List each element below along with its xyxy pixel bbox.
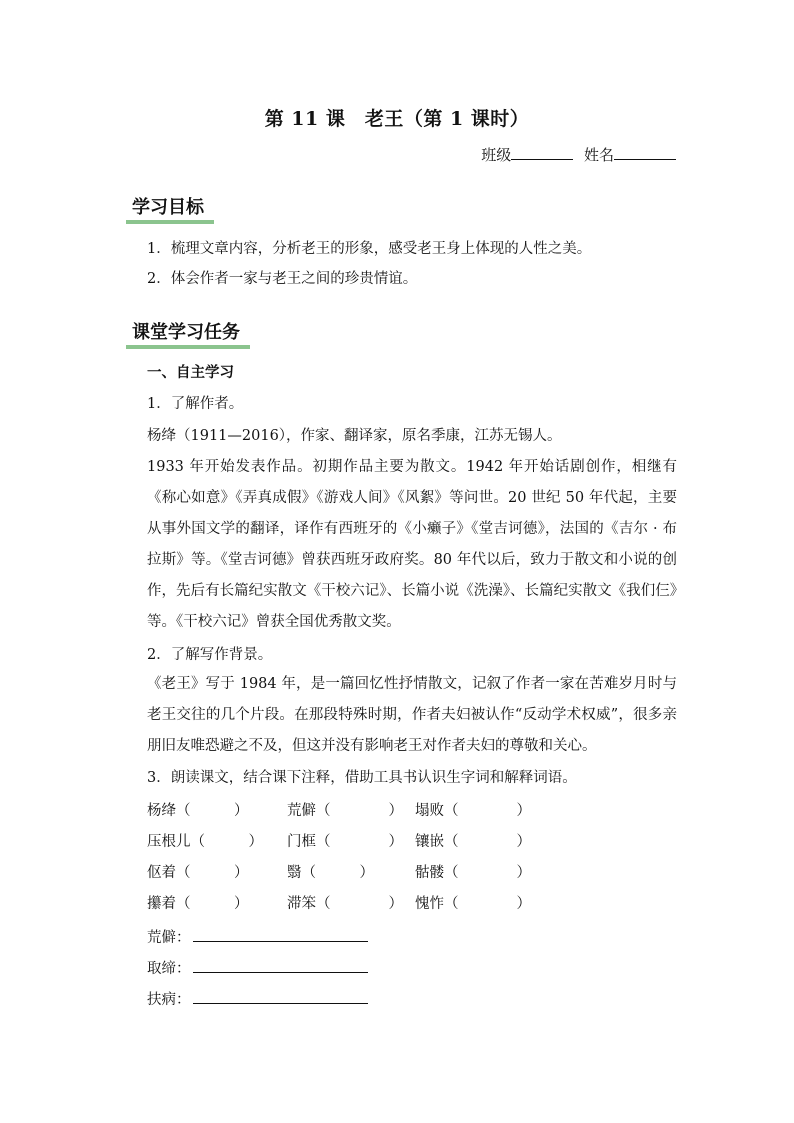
class-name-line xyxy=(481,144,676,165)
vocab-grid xyxy=(147,794,531,918)
objective-item: 1．梳理文章内容，分析老王的形象，感受老王身上体现的人性之美。 xyxy=(147,241,592,257)
gloss-label: 取缔： xyxy=(147,961,191,977)
vocab-item[interactable]: 压根儿（ ） xyxy=(147,834,263,850)
name-label: 姓名 xyxy=(583,146,614,164)
gloss-label: 扶病： xyxy=(147,992,191,1008)
author-paragraph: 1933 年开始发表作品。初期作品主要为散文。1942 年开始话剧创作，相继有《称心如意》《弄真成假》《游戏人间》《风絮》等问世。20 世纪 50 年代起，主要从事外国文学的翻译，译作有西班牙的《小癞子》《堂吉诃德》，法国的《吉尔 · 布拉斯》等。《堂吉诃德》曾获西班牙政府奖。80 年代以后，致力于散文和小说的创作，先后有长篇纪实散文《干校六记》、长篇小说《洗澡》、长篇纪实散文《我们仨》等。《干校六记》曾获全国优秀散文奖。 xyxy=(147,459,677,630)
vocab-item[interactable]: 滞笨（ ） xyxy=(287,896,403,912)
vocab-item[interactable]: 塌败（ ） xyxy=(415,803,531,819)
author-intro: 杨绛（1911—2016），作家、翻译家，原名季康，江苏无锡人。 xyxy=(147,428,562,444)
gloss-blank[interactable] xyxy=(193,926,368,942)
question-2: 2．了解写作背景。 xyxy=(147,647,273,663)
background-paragraph: 《老王》写于 1984 年，是一篇回忆性抒情散文，记叙了作者一家在苦难岁月时与老王交往的几个片段。在那段特殊时期，作者夫妇被认作“反动学术权威”，很多亲朋旧友唯恐避之不及，但这并没有影响老王对作者夫妇的尊敬和关心。 xyxy=(147,676,677,754)
gloss-blank[interactable] xyxy=(193,957,368,973)
gloss-blank[interactable] xyxy=(193,988,368,1004)
vocab-item[interactable]: 伛着（ ） xyxy=(147,865,249,881)
gloss-item xyxy=(147,957,368,978)
vocab-item[interactable]: 攥着（ ） xyxy=(147,896,249,912)
gloss-label: 荒僻： xyxy=(147,930,191,946)
name-blank[interactable] xyxy=(614,145,676,160)
section-heading-tasks xyxy=(126,318,246,346)
objective-item: 2．体会作者一家与老王之间的珍贵情谊。 xyxy=(147,271,418,287)
gloss-item xyxy=(147,926,368,947)
section-heading-text: 学习目标 xyxy=(132,197,204,218)
heading-underline xyxy=(126,345,250,349)
question-1: 1．了解作者。 xyxy=(147,396,244,412)
section-heading-text: 课堂学习任务 xyxy=(132,322,240,343)
vocab-item[interactable]: 杨绛（ ） xyxy=(147,803,249,819)
question-3: 3．朗读课文，结合课下注释，借助工具书认识生字词和解释词语。 xyxy=(147,770,577,786)
vocab-item[interactable]: 门框（ ） xyxy=(287,834,403,850)
class-label: 班级 xyxy=(481,146,512,164)
gloss-item xyxy=(147,988,368,1009)
class-blank[interactable] xyxy=(511,145,573,160)
heading-underline xyxy=(126,220,214,224)
vocab-item[interactable]: 愧怍（ ） xyxy=(415,896,531,912)
subsection-heading: 一、自主学习 xyxy=(147,364,234,381)
vocab-row xyxy=(147,825,531,856)
vocab-row xyxy=(147,887,531,918)
page-title: 第 11 课 老王（第 1 课时） xyxy=(264,108,530,130)
vocab-item[interactable]: 骷髅（ ） xyxy=(415,865,531,881)
vocab-item[interactable]: 翳（ ） xyxy=(287,865,374,881)
vocab-item[interactable]: 镶嵌（ ） xyxy=(415,834,531,850)
vocab-row xyxy=(147,794,531,825)
section-heading-objectives xyxy=(126,193,210,221)
vocab-item[interactable]: 荒僻（ ） xyxy=(287,803,403,819)
vocab-row xyxy=(147,856,531,887)
